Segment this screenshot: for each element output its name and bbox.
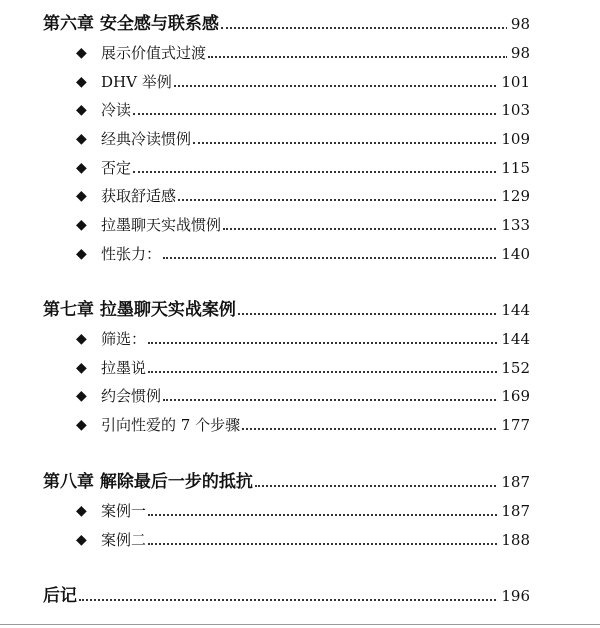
dot-leader <box>223 228 508 230</box>
diamond-bullet-icon: ◆ <box>76 74 87 90</box>
toc-entry-title: DHV 举例 <box>101 70 174 94</box>
diamond-bullet-icon: ◆ <box>76 246 87 262</box>
toc-page-number: 177 <box>497 413 530 437</box>
toc-entry-title: 案例一 <box>101 499 148 523</box>
toc-entry-title: 案例二 <box>101 528 148 552</box>
dot-leader <box>193 142 508 144</box>
toc-entry-title: 引向性爱的 7 个步骤 <box>101 413 242 437</box>
toc-page-number: 188 <box>497 528 530 552</box>
dot-leader <box>148 514 508 516</box>
dot-leader <box>163 257 508 259</box>
diamond-bullet-icon: ◆ <box>76 417 87 433</box>
toc-section <box>0 327 600 351</box>
diamond-bullet-icon: ◆ <box>76 388 87 404</box>
toc-entry-title: 第六章 安全感与联系感 <box>43 14 219 34</box>
toc-entry-title: 拉墨聊天实战惯例 <box>101 213 223 237</box>
toc-page-number: 187 <box>497 499 530 523</box>
dot-leader <box>238 313 508 315</box>
toc-page-number: 152 <box>497 356 530 380</box>
toc-chapter-6 <box>0 12 600 36</box>
diamond-bullet-icon: ◆ <box>76 160 87 176</box>
toc-entry-title: 约会惯例 <box>101 384 163 408</box>
toc-page-number: 169 <box>497 384 530 408</box>
toc-section <box>0 70 600 94</box>
toc-entry-title: 获取舒适感 <box>101 184 178 208</box>
diamond-bullet-icon: ◆ <box>76 102 87 118</box>
toc-section <box>0 242 600 266</box>
toc-section <box>0 156 600 180</box>
page-bottom-rule <box>0 624 600 625</box>
toc-section <box>0 184 600 208</box>
toc-section <box>0 356 600 380</box>
toc-entry-title: 否定 <box>101 156 133 180</box>
diamond-bullet-icon: ◆ <box>76 331 87 347</box>
toc-entry-title: 后记 <box>43 586 77 606</box>
toc-entry-title: 拉墨说 <box>101 356 148 380</box>
toc-entry-title: 第八章 解除最后一步的抵抗 <box>43 472 253 492</box>
toc-page-number: 144 <box>497 298 530 322</box>
toc-section <box>0 413 600 437</box>
toc-section <box>0 127 600 151</box>
toc-section <box>0 384 600 408</box>
toc-page-number: 196 <box>497 584 530 608</box>
diamond-bullet-icon: ◆ <box>76 131 87 147</box>
dot-leader <box>242 428 508 430</box>
toc-chapter-8 <box>0 470 600 494</box>
dot-leader <box>79 599 508 601</box>
toc-page-number: 98 <box>507 12 530 36</box>
toc-page-number: 101 <box>497 70 530 94</box>
dot-leader <box>148 342 508 344</box>
toc-section <box>0 41 600 65</box>
toc-page-number: 129 <box>497 184 530 208</box>
toc-entry-title: 冷读 <box>101 98 133 122</box>
diamond-bullet-icon: ◆ <box>76 532 87 548</box>
toc-entry-title: 第七章 拉墨聊天实战案例 <box>43 300 236 320</box>
dot-leader <box>221 27 508 29</box>
dot-leader <box>255 485 508 487</box>
diamond-bullet-icon: ◆ <box>76 45 87 61</box>
diamond-bullet-icon: ◆ <box>76 360 87 376</box>
toc-page-number: 187 <box>497 470 530 494</box>
toc-section <box>0 528 600 552</box>
toc-page-number: 109 <box>497 127 530 151</box>
toc-page-number: 144 <box>497 327 530 351</box>
diamond-bullet-icon: ◆ <box>76 188 87 204</box>
toc-page-number: 140 <box>497 242 530 266</box>
dot-leader <box>148 371 508 373</box>
toc-page-number: 133 <box>497 213 530 237</box>
dot-leader <box>148 543 508 545</box>
dot-leader <box>163 399 508 401</box>
toc-afterword <box>0 584 600 608</box>
toc-entry-title: 展示价值式过渡 <box>101 41 208 65</box>
toc-page-number: 98 <box>507 41 530 65</box>
toc-page-number: 115 <box>497 156 530 180</box>
toc-entry-title: 筛选： <box>101 327 148 351</box>
toc-chapter-7 <box>0 298 600 322</box>
diamond-bullet-icon: ◆ <box>76 503 87 519</box>
dot-leader <box>174 85 508 87</box>
dot-leader <box>178 199 508 201</box>
toc-entry-title: 性张力： <box>101 242 163 266</box>
toc-entry-title: 经典冷读惯例 <box>101 127 193 151</box>
toc-page-number: 103 <box>497 98 530 122</box>
dot-leader <box>208 56 508 58</box>
toc-section <box>0 98 600 122</box>
toc-section <box>0 499 600 523</box>
dot-leader <box>133 113 508 115</box>
dot-leader <box>133 171 508 173</box>
diamond-bullet-icon: ◆ <box>76 217 87 233</box>
toc-section <box>0 213 600 237</box>
